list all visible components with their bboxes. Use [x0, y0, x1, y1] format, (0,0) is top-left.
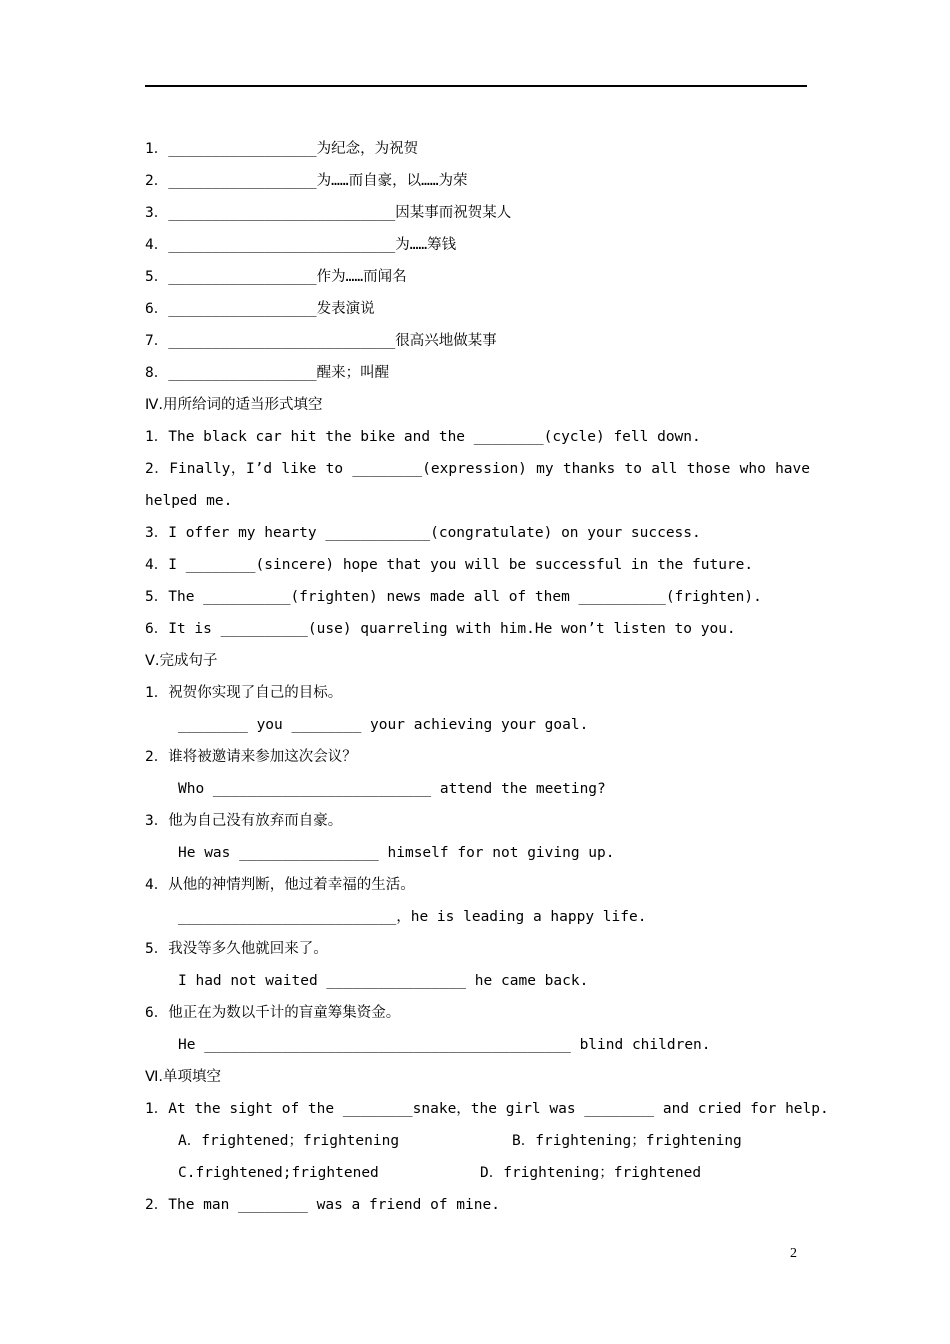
- vocab-item: 5．_________________作为……而闻名: [145, 269, 407, 285]
- vocab-item: 2．_________________为……而自豪，以……为荣: [145, 173, 468, 189]
- page-number: 2: [790, 1246, 797, 1261]
- sentence-answer-en: ________ you ________ your achieving your goal.: [178, 717, 589, 733]
- section-6-title: Ⅵ.单项填空: [145, 1069, 221, 1085]
- section-4-title: Ⅳ.用所给词的适当形式填空: [145, 397, 323, 413]
- fill-item: 6．It is __________(use) quarreling with him.He won’t listen to you.: [145, 621, 736, 637]
- fill-item: 1．The black car hit the bike and the ________(cycle) fell down.: [145, 429, 701, 445]
- vocab-item: 7．__________________________很高兴地做某事: [145, 333, 497, 349]
- option-d: D．frightening；frightened: [480, 1165, 702, 1181]
- sentence-prompt-cn: 2．谁将被邀请来参加这次会议？: [145, 749, 357, 765]
- option-a: A．frightened；frightening: [178, 1133, 400, 1149]
- vocab-item: 3．__________________________因某事而祝贺某人: [145, 205, 512, 221]
- sentence-prompt-cn: 3．他为自己没有放弃而自豪。: [145, 813, 343, 829]
- worksheet-content: [145, 133, 829, 1221]
- sentence-prompt-cn: 5．我没等多久他就回来了。: [145, 941, 328, 957]
- sentence-prompt-cn: 6．他正在为数以千计的盲童筹集资金。: [145, 1005, 401, 1021]
- option-b: B．frightening；frightening: [512, 1133, 742, 1149]
- fill-item: 4．I ________(sincere) hope that you will be successful in the future.: [145, 557, 754, 573]
- sentence-answer-en: _________________________，he is leading a happy life.: [178, 909, 647, 925]
- vocab-item: 6．_________________发表演说: [145, 301, 375, 317]
- vocab-item: 1．_________________为纪念，为祝贺: [145, 141, 419, 157]
- section-5-title: Ⅴ.完成句子: [145, 653, 218, 669]
- section-4-items: [145, 421, 810, 645]
- mc-question-1: 1．At the sight of the ________snake，the girl was ________ and cried for help.: [145, 1101, 829, 1117]
- fill-item: 2．Finally，I’d like to ________(expression) my thanks to all those who have helped me.: [145, 461, 810, 509]
- fill-item: 5．The __________(frighten) news made all of them __________(frighten).: [145, 589, 762, 605]
- vocab-list: [145, 133, 810, 389]
- mc-options-row-2: [145, 1157, 810, 1189]
- mc-options-row-1: [145, 1125, 810, 1157]
- sentence-prompt-cn: 1．祝贺你实现了自己的目标。: [145, 685, 343, 701]
- sentence-answer-en: He was ________________ himself for not giving up.: [178, 845, 615, 861]
- vocab-item: 8．_________________醒来；叫醒: [145, 365, 390, 381]
- header-rule: [145, 85, 807, 87]
- vocab-item: 4．__________________________为……筹钱: [145, 237, 457, 253]
- mc-question-2: 2．The man ________ was a friend of mine.: [145, 1197, 500, 1213]
- sentence-answer-en: I had not waited ________________ he came back.: [178, 973, 589, 989]
- fill-item: 3．I offer my hearty ____________(congratulate) on your success.: [145, 525, 701, 541]
- sentence-answer-en: Who _________________________ attend the meeting?: [178, 781, 606, 797]
- section-6-items: [145, 1093, 829, 1221]
- section-5-items: [145, 677, 810, 1061]
- sentence-answer-en: He __________________________________________ blind children.: [178, 1037, 711, 1053]
- option-c: C.frightened;frightened: [178, 1165, 379, 1181]
- sentence-prompt-cn: 4．从他的神情判断，他过着幸福的生活。: [145, 877, 415, 893]
